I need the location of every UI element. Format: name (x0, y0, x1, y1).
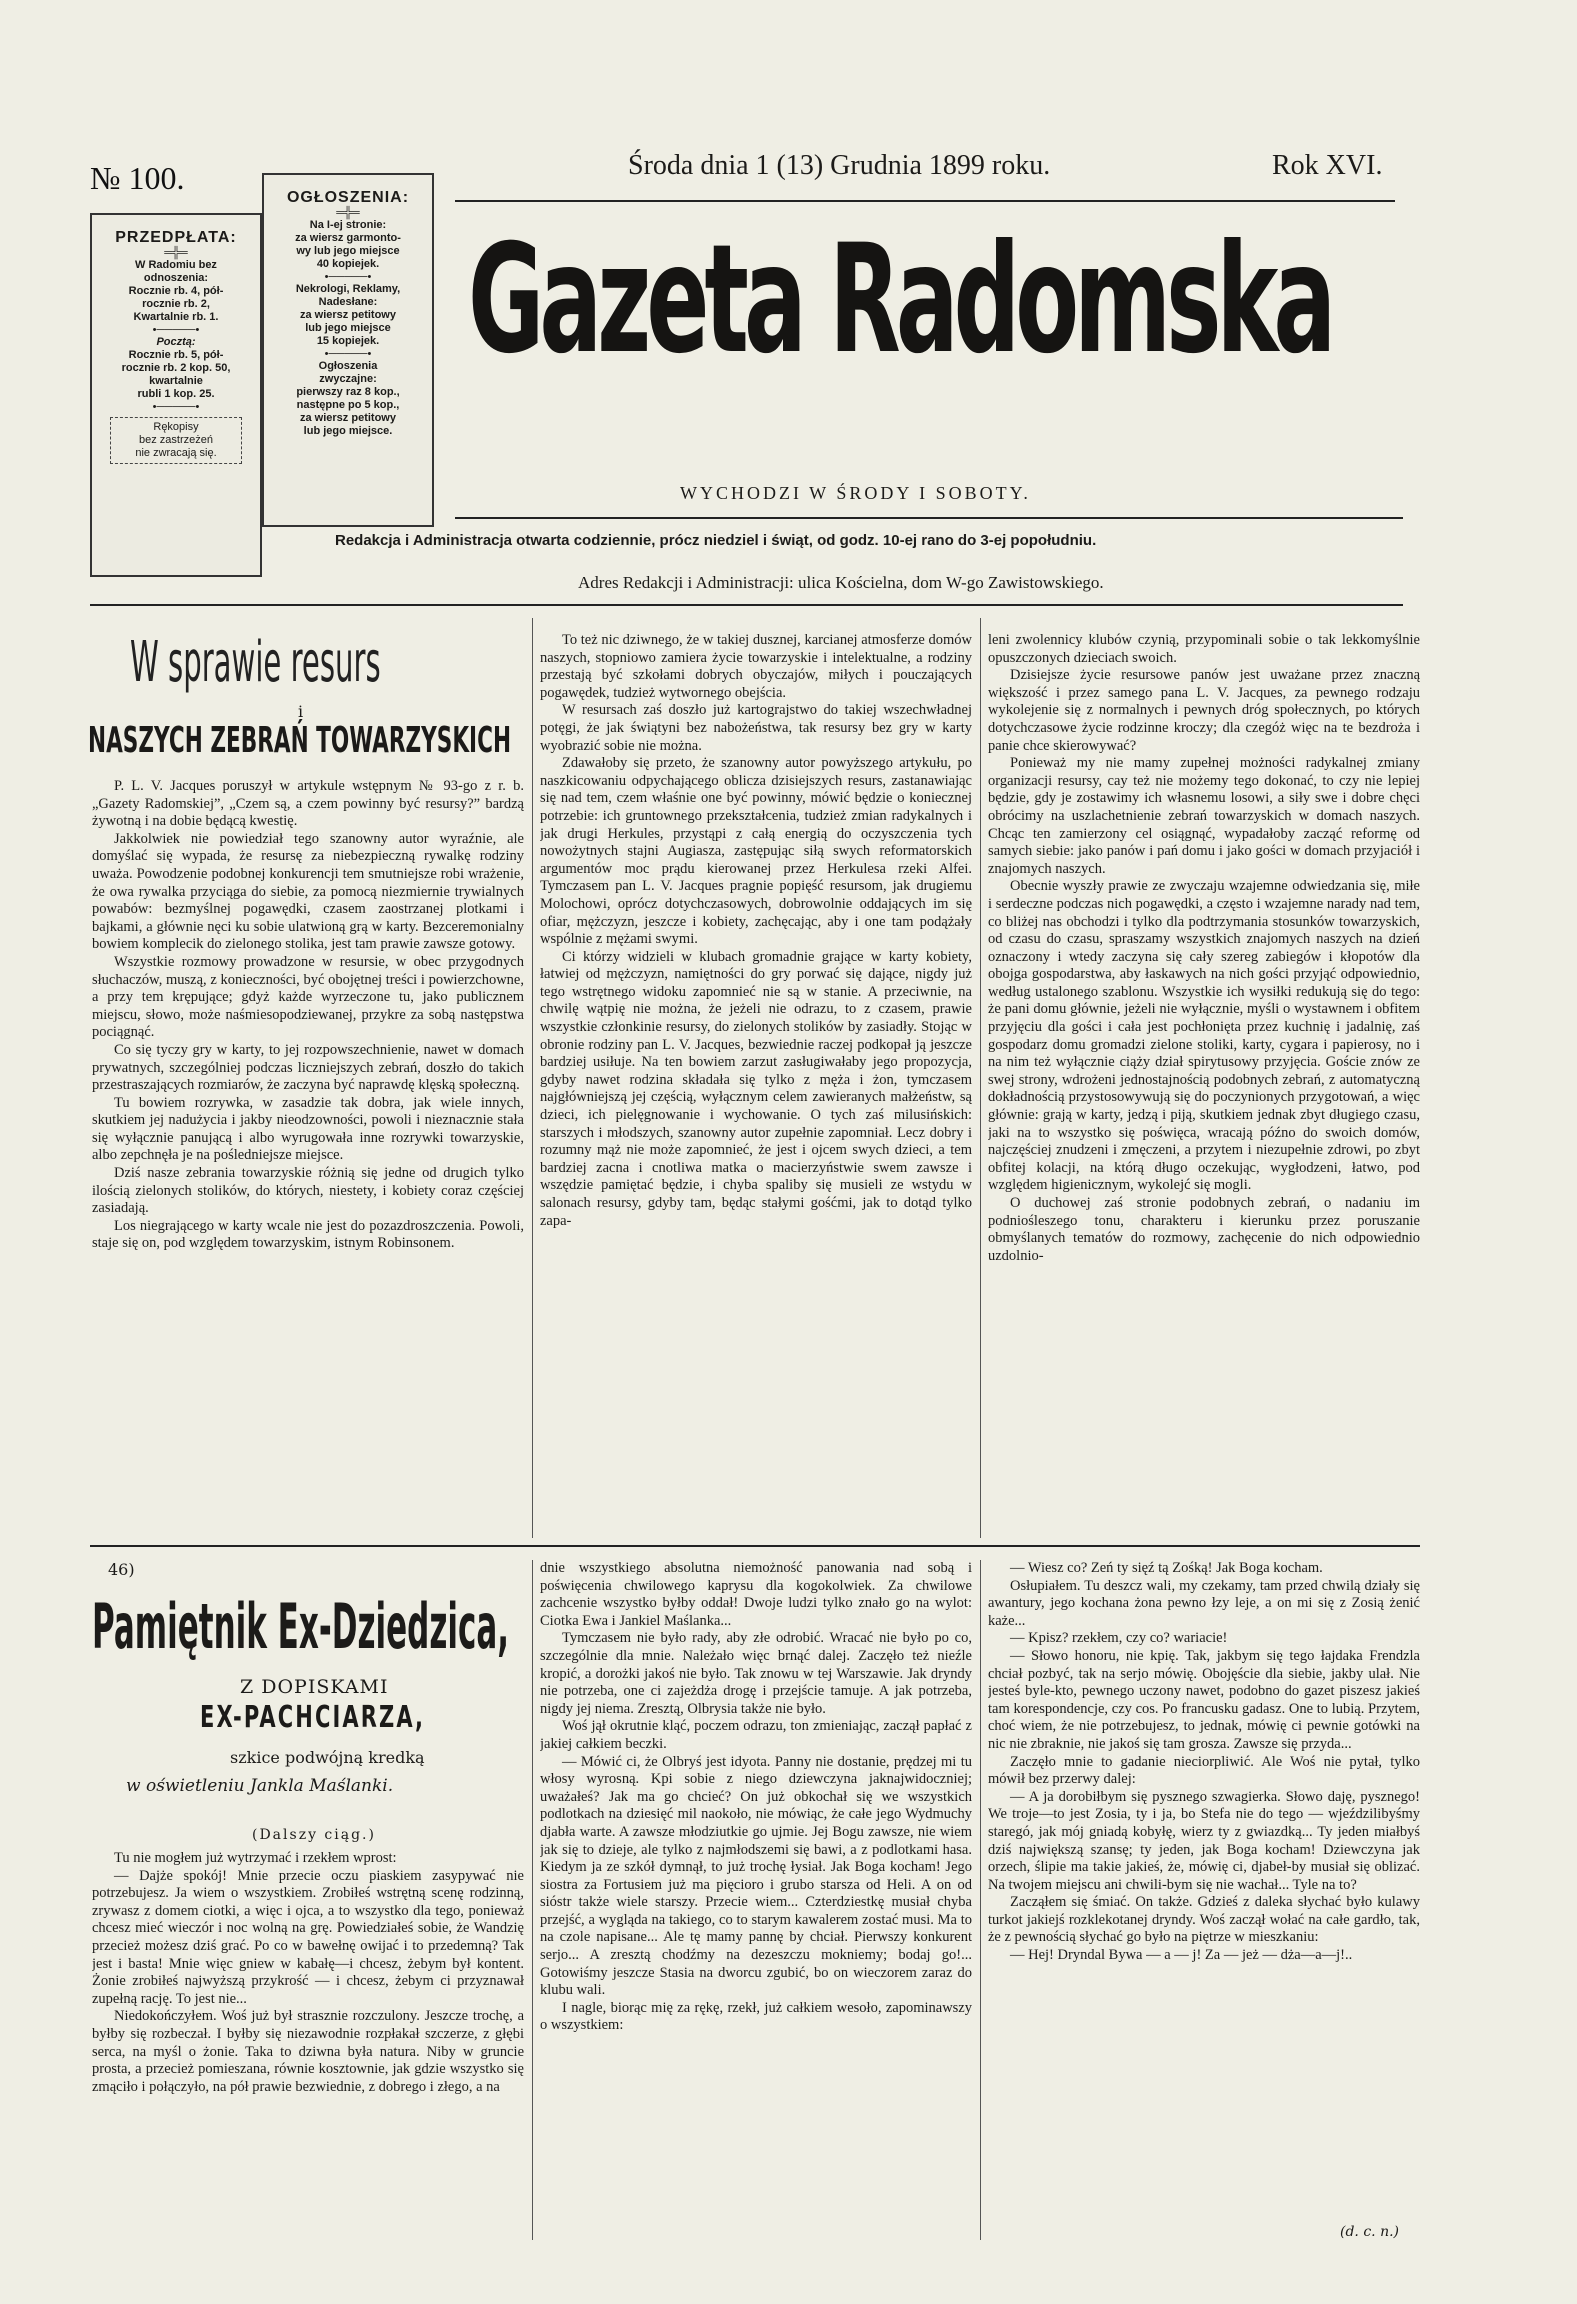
advertising-regular: Ogłoszenia zwyczajne: pierwszy raz 8 kop., następne po 5 kop., za wiersz petitowy lub jego miejsce. (296, 360, 400, 437)
paragraph: Tu bowiem rozrywka, w zasadzie tak dobra, jak wiele innych, skutkiem jej nadużycia i jakby nieodzowności, powoli i nieznacznie stała się wyłącznie panującą i albo wyrugowała inne rozrywki towarzyskie, albo zepchnęła je na pośledniejsze miejsce. (92, 1094, 524, 1164)
paragraph: — Dajże spokój! Mnie przecie oczu piaskiem zasypywać nie potrzebujesz. Ja wiem o wszystkiem. Zrobiłeś wstrętną scenę rodzinną, zrywasz z domem ciotki, a więc i ojca, a to wszystko dla tego, ponieważ chcesz mieć wieczór i noc wolną na grę. Powiedziałeś sobie, że Wandzię przecież możesz dziś grać. Po co w bawełnę owijać i to przedemną? Tak jest i basta! Mnie więc gniew w kabałę—i chcesz, żebym był kontent. Żonie zrobiłeś najwyższą przykrość — i chcesz, żebym ci przyznawał zupełną rację. To jest nie... (92, 1867, 524, 2007)
feuilleton-sub2: EX-PACHCIARZA, (200, 1700, 426, 1735)
feuilleton-sub3: szkice podwójną kredką (230, 1748, 425, 1767)
feuilleton-column-1 (92, 1850, 524, 2240)
title-rule-top (455, 200, 1395, 202)
feuilleton-column-3 (988, 1560, 1420, 2220)
column-divider (532, 618, 533, 1538)
paragraph: P. L. V. Jacques poruszył w artykule wstępnym № 93-go z r. b. „Gazety Radomskiej”, „Czem są, a czem powinny być resursy?” bardzą żywotną i na dobie będącą kwestię. (92, 778, 524, 830)
title-rule-bottom (455, 517, 1403, 519)
date-line: Środa dnia 1 (13) Grudnia 1899 roku. (628, 150, 1051, 181)
article-column-3 (988, 632, 1420, 1522)
paragraph: Tymczasem nie było rady, aby złe odrobić. Wracać nie było po co, szczególnie dla mnie. Należało więc brnąć dalej. Zaczęło też nieźle kropić, a dorożki jakoś nie było. Tak znowu w tej Warszawie. Jak dryndy nie potrzeba, one ci zajeżdża drogę i przejście tamuje. A jak potrzeba, nigdy jej niema. Zresztą, Olbrysia także nie było. (540, 1630, 972, 1717)
feuilleton-column-2 (540, 1560, 972, 2240)
subscription-post-title: Pocztą: (156, 336, 196, 348)
subscription-local: W Radomiu bez odnoszenia: Rocznie rb. 4, pół- rocznie rb. 2, Kwartalnie rb. 1. (128, 259, 224, 323)
paragraph: Wszystkie rozmowy prowadzone w resursie, w obec przygodnych słuchaczów, muszą, z konieczności, być obojętnej treści i powierzchowne, a przy tem krępujące; gdyż każde wyrzeczone tu, jako publicznem miejscu, słowo, może naśmiesopodziewanej, przykre za sobą następstwa pociągnąć. (92, 953, 524, 1041)
feuilleton-sub1: Z DOPISKAMI (240, 1676, 389, 1698)
paragraph: Co się tyczy gry w karty, to jej rozpowszechnienie, nawet w domach prywatnych, szczególniej podczas liczniejszych zebrań, doszło do takich przestraszających rozmiarów, że zaczyna być naprawdę klęską społeczną. (92, 1041, 524, 1094)
column-divider (980, 618, 981, 1538)
ornament: •─────• (152, 401, 200, 413)
paragraph: Osłupiałem. Tu deszcz wali, my czekamy, tam przed chwilą działy się awantury, jego kochana żona pewno łzy leje, a on mi się z Zosią żenić każe... (988, 1577, 1420, 1629)
feuilleton-title: Pamiętnik Ex-Dziedzica, (92, 1590, 510, 1663)
subscription-title: PRZEDPŁATA: (115, 229, 237, 246)
to-be-continued: (d. c. n.) (1340, 2224, 1399, 2240)
issue-number: № 100. (90, 160, 185, 196)
article-title-line2: NASZYCH ZEBRAŃ TOWARZYSKICH (88, 720, 512, 761)
paragraph: — Wiesz co? Zeń ty sięź tą Zośką! Jak Boga kocham. (1010, 1560, 1323, 1576)
article-title-conj: i (298, 702, 304, 721)
paragraph: — Mówić ci, że Olbryś jest idyota. Panny nie dostanie, prędzej mi tu włosy wyrosną. Kpi sobie z niego dziewczyna jaknajwidoczniej; uważałeś? Jak ma go chcieć? On już obkochał się we wszystkich podlotkach na dziesięć mil naokoło, nie mówiąc, że całe jego Wydmuchy djabła warte. A zawsze młodziutkie go ujmie. Jej Bogu zawsze, nie wiem jak się to dzieje, ale tylko z najmłodszemi się bawi, a z podlotkami hasa. Kiedym ja ze szkół dymnął, to już trochę łysiał. Jak Boga kocham! Jego siostra za Fortusiem już ma pięcioro i grubo starsza od Heli. A on od sióstr także wiele starszy. Przecie wiem... Czterdziestkę musiał chyba przejść, a wygląda na takiego, co to starym kawalerem zostać musi. Ma to na czole napisane... Ale tę mamy pannę by chciał. Pierwszy konkurent serjo... A zresztą chodźmy na dezeszczu mokniemy; bodaj go!... Gotowiśmy jeszcze Stasia na dworcu zgubić, bo on wieczorem zaraz do klubu wali. (540, 1753, 972, 1999)
ornament: ═╬═ (336, 207, 360, 219)
paragraph: Dziś nasze zebrania towarzyskie różnią się jedne od drugich tylko ilością zielonych stolików, do których, niestety, i kobiety coraz częściej zasiadają. (92, 1165, 524, 1217)
masthead-title: Gazeta Radomska (468, 213, 1332, 387)
ornament: •─────• (324, 348, 372, 360)
ornament: •─────• (324, 271, 372, 283)
paragraph: — Kpisz? rzekłem, czy co? wariacie! (1010, 1630, 1228, 1647)
column-divider (980, 1560, 981, 2240)
article-column-1 (92, 778, 524, 1518)
article-title-line1: W sprawie resurs (130, 630, 381, 695)
paragraph: Zacząłem się śmiać. On także. Gdzieś z daleka słychać było kulawy turkot jakiejś rozklekotanej dryndy. Woś zaczął wołać na całe gardło, tak, że z pewnością słychać go było na piętrze w mieszkaniu: (988, 1894, 1420, 1946)
advertising-box (262, 173, 434, 527)
feuilleton-rule (90, 1545, 1420, 1547)
paragraph: Dzisiejsze życie resursowe panów jest uważane przez znaczną większość i przez samego pana L. V. Jacques, za pewnego rodzaju wykolejenie się z normalnych i pewnych dróg społecznych, po których dotychczasowe życie rodzinne kroczy; dla czegóż więc na te bezdroża i panie chce skierowywać? (988, 667, 1420, 754)
article-column-2 (540, 632, 972, 1522)
subscription-post: Rocznie rb. 5, pół- rocznie rb. 2 kop. 50, kwartalnie rubli 1 kop. 25. (121, 349, 231, 400)
paragraph: Obecnie wyszły prawie ze zwyczaju wzajemne odwiedzania się, miłe i serdeczne podczas nich pogawędki, a często i wzajemne narady nad tem, co bliżej nas obchodzi i tylko dla podtrzymania stosunków towarzyskich, od czasu do czasu, spraszamy wszystkich znajomych naszych na dzień oznaczony i wtedy zaczyna się cały szereg zabiegów i kłopotów dla obojga gospodarstwa, aby łaskawych na nich gości przyjąć odpowiednio, według ustalonego szablonu. Wszystkie ich wysiłki redukują się do tego: że pani domu głównie, jeżeli nie wyłącznie, myśli o wystawnem i obfitem przyjęciu dla gości i cała jest pochłonięta przez kuchnię i jadalnię, zaś gospodarz domu gromadzi zielone stoliki, karty, cygara i papierosy, no i na nim też wyłącznie ciąży dział spirytusowy przyjęcia. Goście znów ze swej strony, wdrożeni jednostajnością podobnych zebrań, z automatyczną dokładnością przystosowywują się do poczynionych przygotowań, a więc głównie: grają w karty, jedzą i piją, skutkiem jednak zbyt długiego czasu, jaki na to wszystko się poświęca, wracają późno do swoich domów, najczęściej znudzeni i zmęczeni, a przytem i niezupełnie zdrowi, po zbyt obfitej kolacji, na którą długo oczekując, wygłodzeni, łatwo, pod względem higienicznym, wykolejć się mogli. (988, 878, 1420, 1194)
paragraph: Zaczęło mnie to gadanie nieciorpliwić. Ale Woś nie pytał, tylko mówił bez przerwy dalej: (988, 1753, 1420, 1788)
paragraph: leni zwolennicy klubów czynią, przypominali sobie o tak lekkomyślnie opuszczonych dzieciach swoich. (988, 632, 1420, 666)
year-label: Rok XVI. (1272, 150, 1383, 181)
paragraph: — Słowo honoru, nie kpię. Tak, jakbym się tego łajdaka Frendzla chciał pozbyć, tak na serjo mówię. Obojęście dla siebie, jakby ulał. Nie jesteś byle-kto, pewnego uczony nawet, podobno do gazet piszesz jakieś tam korespondencje, czy cos. Po francusku gadasz. One to lubią. Przytem, choć wiem, że nie potrzebujesz, to jednak, mówię ci pewnie gotówki na nic nie zbraknie, nie jakoś się tam grosza. Zawsze się przyda... (988, 1647, 1420, 1752)
feuilleton-continued: (Dalszy ciąg.) (252, 1827, 376, 1843)
ornament: •─────• (152, 324, 200, 336)
paragraph: I nagle, biorąc mię za rękę, rzekł, już całkiem wesoło, zapominawszy o wszystkiem: (540, 1999, 972, 2034)
paragraph: Tu nie mogłem już wytrzymać i rzekłem wprost: (114, 1850, 397, 1866)
advertising-front: Na I-ej stronie: za wiersz garmonto- wy lub jego miejsce 40 kopiejek. (295, 219, 401, 270)
header-rule (90, 604, 1403, 606)
ornament: ═╬═ (164, 247, 188, 259)
paragraph: Los niegrającego w karty wcale nie jest do pozazdroszczenia. Powoli, staje się on, pod względem towarzyskim, istnym Robinsonem. (92, 1217, 524, 1252)
manuscripts-note: Rękopisy bez zastrzeżeń nie zwracają się. (110, 417, 242, 464)
feuilleton-number: 46) (108, 1560, 135, 1579)
paragraph: Jakkolwiek nie powiedział tego szanowny autor wyraźnie, ale domyślać się wypada, że resursę za niebezpieczną rywalkę rodziny uważa. Powodzenie podobnej konkurencji tem smutniejsze robi wrażenie, że owa rywalka przyciąga do siebie, za pomocą niezmiernie trywialnych powabów: bezmyślnej pogawędki, czasem zaostrzanej plotkami i bajkami, a głównie nęci ku sobie ulatwioną grą w karty. Bezceremonialny bowiem komplecik do zielonego stolika, jest tam prawie zawsze gotowy. (92, 830, 524, 953)
paragraph: Ponieważ my nie mamy zupełnej możności radykalnej zmiany organizacji resursy, cay też nie możemy tego dokonać, to czy nie lepiej będzie, gdy je zostawimy ich własnemu losowi, a siły swe i dobre chęci obrócimy na uszlachetnienie zebrań towarzyskich w domach naszych. Chcąc ten zamierzony cel osiągnąć, wypadałoby zacząć reformę od samych siebie: jako panów i pań domu i jako gości w domach przyjaciół i znajomych naszych. (988, 755, 1420, 877)
paragraph: dnie wszystkiego absolutna niemożność panowania nad sobą i poświęcenia chwilowego kaprysu dla kogokolwiek. Za chwilowe zachcenie wszystko byłby oddał! Dwoje ludzi tylko znało go na wylot: Ciotka Ewa i Jankiel Maślanka... (540, 1560, 972, 1629)
advertising-obituaries: Nekrologi, Reklamy, Nadesłane: za wiersz petitowy lub jego miejsce 15 kopiejek. (295, 283, 401, 347)
subscription-box (90, 213, 262, 577)
paragraph: W resursach zaś doszło już kartograjstwo do takiej wszechwładnej potęgi, że jak świątyni bez nabożeństwa, tak resursy bez gry w karty wyobrazić sobie nie można. (540, 702, 972, 754)
advertising-title: OGŁOSZENIA: (286, 189, 410, 206)
paragraph: Zdawałoby się przeto, że szanowny autor powyższego artykułu, po naszkicowaniu odpychającego oblicza dzisiejszych resurs, zastanawiając się nad tem, czem właśnie one być powinny, mówić będzie o koniecznej potrzebie: ich gruntownego przekształcenia, tudzież zmian radykalnych i jak drugi Herkules, przystąpi z całą energią do oczyszczenia tych nowożytnych stajni Augiasza, zastępując siłą swych reformatorskich argumentów moc prądu kierowanej przez Herkulesa rzeki Alfei. Tymczasem pan L. V. Jacques pragnie popięść resursom, jak drugiemu Molochowi, oprócz dotychczasowych, dobrowolnie oddających im się ofiar, mężczyzn, jeszcze i kobiety, zachęcając, aby i one tam podążały wspólnie z mężami swymi. (540, 755, 972, 948)
paragraph: To też nic dziwnego, że w takiej dusznej, karcianej atmosferze domów naszych, stopniowo zamiera życie towarzyskie i intelektualne, a rodziny przestają być szkołami dobrych obyczajów, miłych i pouczających pogawędek, tudzież wytwornego obejścia. (540, 632, 972, 701)
column-divider (532, 1560, 533, 2240)
paragraph: Niedokończyłem. Woś już był strasznie rozczulony. Jeszcze trochę, a byłby się rozbeczał. I byłby się niezawodnie rozpłakał szczerze, z głębi serca, na myśl o żonie. Taka to dziwna była natura. Niby w gruncie prosta, a przecież pomieszana, równie kosztownie, jak gdzie wszystko się zmąciło i połączyło, na pół prawie bezwiednie, z dobrego i złego, a na (92, 2008, 524, 2095)
paragraph: Ci którzy widzieli w klubach gromadnie grające w karty kobiety, łatwiej od mężczyzn, namiętności do gry porwać się dające, nigdy już tego wstrętnego widoku zapomnieć nie są w stanie. A przeciwnie, na chwilę wątpię nie można, że jeżeli nie odrazu, to z czasem, prawie wszystkie członkinie resursy, do zielonych stolików by zasiadły. Stojąc w obronie rodziny pan L. V. Jacques, bezwiednie raczej podkopał ją jeszcze bardziej usiłuje. Na ten bowiem zarzut zasługiwałaby jego propozycja, gdyby nawet rodzina składała się tylko z męża i żon, tymczasem najgłówniejszą jej częścią, wyłącznym celem zawieranych małżeństw, są dzieci, ich pielęgnowanie i wychowanie. O tych zaś milusińskich: starszych i młodszych, szanowny autor zupełnie zapomniał. Lecz dobry i rozumny mąż nie może zapomnieć, że jest i ojcem swych dzieci, a tem bardziej zacna i cnotliwa matka o macierzyństwie swem zawsze i wszędzie pamiętać będzie, i chyba spaliby się musieli ze wstydu w salonach resursy, gdyby tam, będąc stałymi gośćmi, jak to dotąd tylko zapa- (540, 948, 972, 1229)
office-hours: Redakcja i Administracja otwarta codziennie, prócz niedziel i świąt, od godz. 10-ej rano do 3-ej popołudniu. (335, 532, 1097, 549)
paragraph: Woś jął okrutnie kląć, poczem odrazu, ton zmieniając, zaczął papłać z jakiej całkiem beczki. (540, 1718, 972, 1752)
paragraph: — Hej! Dryndal Bywa — a — j! Za — jeż — dża—a—j!.. (1010, 1947, 1353, 1964)
address-line: Adres Redakcji i Administracji: ulica Kościelna, dom W-go Zawistowskiego. (578, 573, 1104, 592)
paragraph: — A ja dorobiłbym się pysznego szwagierka. Słowo daję, pysznego! We troje—to jest Zosia, ty i ja, bo Stefa nie do tego — wjeździlibyśmy staregó, jak mój gniadą kobyłę, wierz ty z gwiazdką... Ty jeden miałbyś dziś największą szansę; ty jeden, jak Boga kocham! Dziewczyna jak orzech, ślipie ma takie jakieś, że, mówię ci, djabeł-by musiał się oblizać. Na twojem miejscu ani chwili-bym się nie wachał... Tyle na to? (988, 1788, 1420, 1893)
masthead-subtitle: WYCHODZI W ŚRODY I SOBOTY. (680, 483, 1031, 503)
paragraph: O duchowej zaś stronie podobnych zebrań, o nadaniu im podniośleszego tonu, charakteru i kierunku przez poruszanie obmyślanych tematów do rozmowy, zachęcenie do nich odpowiednio uzdolnio- (988, 1195, 1420, 1264)
feuilleton-sub4: w oświetleniu Jankla Maślanki. (126, 1776, 394, 1796)
